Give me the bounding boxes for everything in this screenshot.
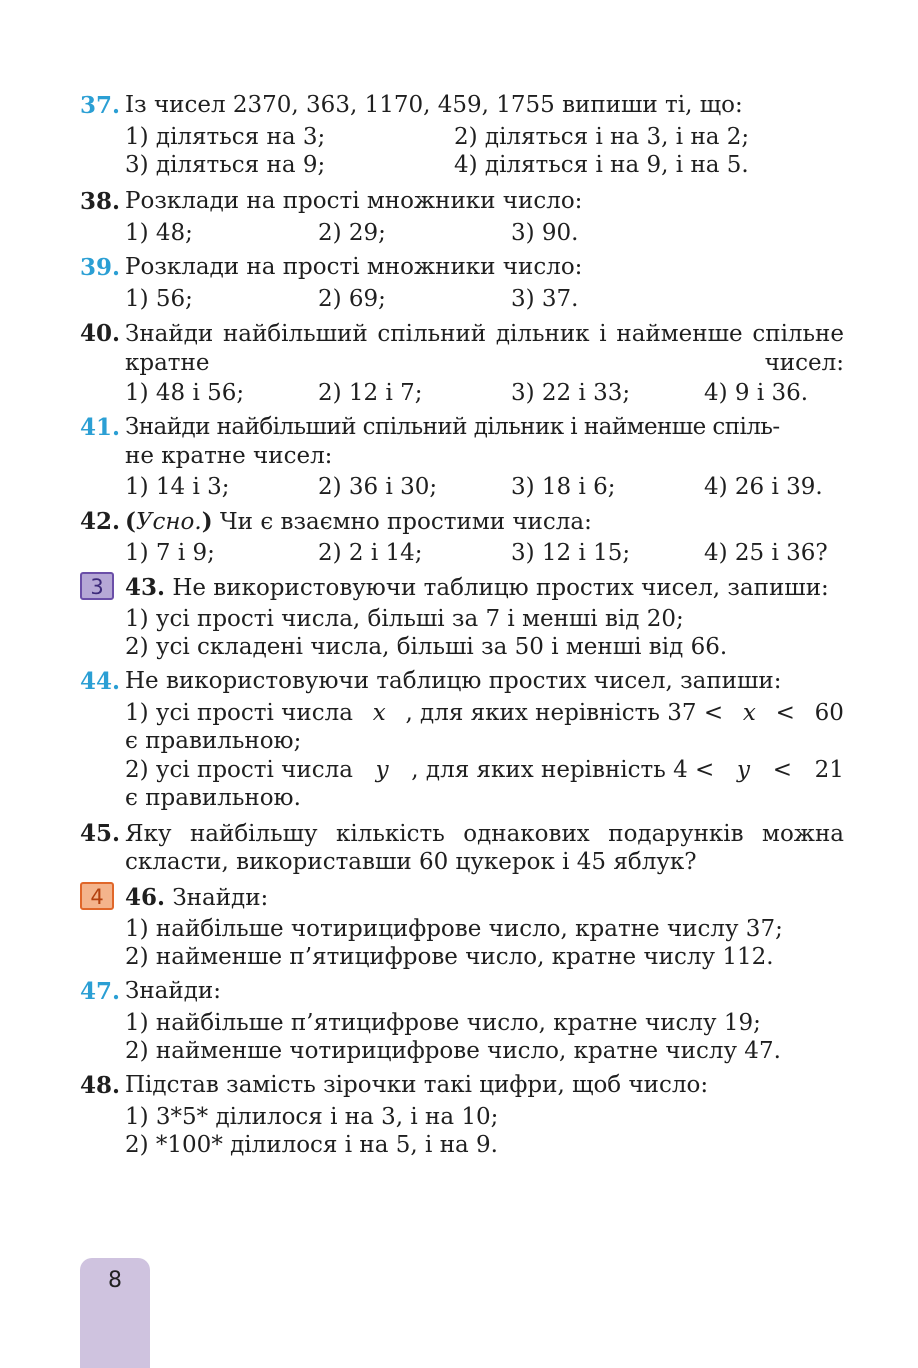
exercise-text: Із чисел 2370, 363, 1170, 459, 1755 випиши ті, що: [125,92,743,118]
exercise-number: 38. [80,188,121,215]
exercise-text: Знайди найбільший спільний дільник і найменше спільне кратне чисел: [125,321,844,376]
exercise-number: 37. [80,92,121,119]
exercise-text: Яку найбільшу кількість однакових подарунків можна [125,821,844,847]
page-number-tab [80,1258,150,1368]
exercise-text: Підстав замість зірочки такі цифри, щоб число: [125,1072,709,1098]
item: 1) діляться на 3; [125,124,326,150]
item: 2) найменше чотирицифрове число, кратне числу 47. [125,1038,781,1064]
item: 4) 9 і 36. [704,380,809,406]
item: 2) 36 і 30; [318,474,438,500]
exercise-number: 45. [80,820,121,847]
item: 1) найбільше чотирицифрове число, кратне числу 37; [125,916,783,942]
exercise-text: Знайди найбільший спільний дільник і найменше спіль- [125,414,780,440]
exercise-text: Розклади на прості множники число: [125,254,583,280]
item: 3) 37. [511,286,579,312]
page-number: 8 [108,1268,122,1293]
item: 1) усі прості числа, більші за 7 і менші від 20; [125,606,684,632]
item: 3) 22 і 33; [511,380,631,406]
item: 2) усі складені числа, більші за 50 і менші від 66. [125,634,728,660]
item: 1) усі прості числа x , для яких нерівність 37 < x < 60 [125,700,844,726]
exercise-number: 46. [125,884,166,911]
exercise-text: Розклади на прості множники число: [125,188,583,214]
item: 1) найбільше п’ятицифрове число, кратне числу 19; [125,1010,761,1036]
item: 3) 90. [511,220,579,246]
exercise-number: 41. [80,414,121,441]
item: 4) 26 і 39. [704,474,823,500]
item: 1) 48; [125,220,193,246]
exercise-number: 48. [80,1072,121,1099]
item: 2) діляться і на 3, і на 2; [454,124,750,150]
item: 3) діляться на 9; [125,152,326,178]
exercise-text: не кратне чисел: [125,443,333,469]
orally-label: Усно. [135,509,202,535]
item: 1) 14 і 3; [125,474,230,500]
item: 2) найменше п’ятицифрове число, кратне числу 112. [125,944,774,970]
exercise-number: 40. [80,320,121,347]
item: 2) 12 і 7; [318,380,423,406]
exercise-text: Знайди: [125,978,221,1004]
exercise-text: скласти, використавши 60 цукерок і 45 яблук? [125,849,697,875]
exercise-number: 39. [80,254,121,281]
item: 4) діляться і на 9, і на 5. [454,152,749,178]
exercise-number: 42. [80,508,121,535]
item: 1) 7 і 9; [125,540,215,566]
exercise-number: 44. [80,668,121,695]
exercise-text: 46. Знайди: [125,884,269,911]
item: 3) 18 і 6; [511,474,616,500]
item: 4) 25 і 36? [704,540,828,566]
item: 1) 56; [125,286,193,312]
item-continuation: є правильною; [125,728,302,754]
item-continuation: є правильною. [125,785,301,811]
exercise-text: (Усно.) Чи є взаємно простими числа: [125,508,592,535]
exercise-text: Не використовуючи таблицю простих чисел, запиши: [125,668,782,694]
item: 2) 69; [318,286,386,312]
item: 2) 29; [318,220,386,246]
item: 2) 2 і 14; [318,540,423,566]
level-4-badge: 4 [80,882,114,910]
level-3-badge: 3 [80,572,114,600]
item: 1) 48 і 56; [125,380,245,406]
item: 2) *100* ділилося і на 5, і на 9. [125,1132,498,1158]
item: 1) 3*5* ділилося і на 3, і на 10; [125,1104,499,1130]
exercise-number: 43. [125,574,166,601]
exercise-text: 43. Не використовуючи таблицю простих чисел, запиши: [125,574,829,601]
item: 2) усі прості числа y , для яких нерівність 4 < y < 21 [125,757,844,783]
exercise-number: 47. [80,978,121,1005]
item: 3) 12 і 15; [511,540,631,566]
